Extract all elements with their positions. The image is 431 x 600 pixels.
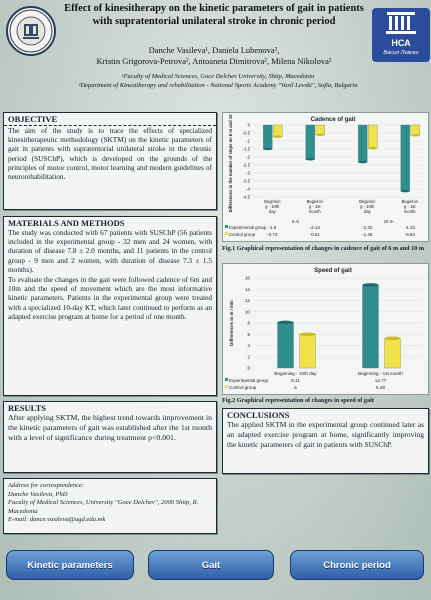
legend-swatch [225, 378, 228, 381]
poster-title: Effect of kinesitherapy on the kinetic parameters of gait in patients with supratentorial unilateral stroke in chronic period [64, 3, 364, 27]
speed-chart-panel [222, 263, 429, 395]
x-category-label: Beginnin g - 1st month [306, 199, 323, 214]
legend-label: Experimental group [229, 225, 267, 230]
bar [401, 125, 410, 191]
y-tick-label: 8 [247, 320, 250, 326]
objective-section [3, 112, 217, 210]
bar-cap [306, 158, 315, 161]
correspondence-line-2: Danche Vasileva, PhD [8, 490, 68, 498]
y-axis-label: Differences in m / min [229, 300, 234, 346]
correspondence-line-1: Address for correspondence: [8, 482, 85, 489]
group-label: 10 m [383, 219, 394, 224]
bar-cap [273, 135, 282, 138]
results-text: After applying SKTM, the highest trend towards improvement in the kinetic parameters of gait was established after the 1st month with a level of significance during treatment p<0.001. [8, 413, 212, 442]
cadence-chart [223, 113, 430, 243]
speed-chart [223, 264, 430, 396]
x-category-label: Beginnin g - 10th day [264, 199, 281, 214]
data-label: 6 [294, 385, 297, 390]
legend-label: Experimental group [229, 378, 269, 383]
results-heading: RESULTS [8, 403, 46, 413]
data-label: -1.45 [362, 232, 373, 237]
bar-cap [300, 332, 316, 336]
y-tick-label: 2 [247, 354, 250, 360]
affiliation-1: ¹Faculty of Medical Sciences, Goce Delchev University, Shtip, Macedonia [121, 73, 315, 80]
x-category-label: Beginnin g - 10th day [359, 199, 376, 214]
keyword-kinetic-parameters: Kinetic parameters [6, 550, 134, 580]
y-axis-label: Differences in the number of steps on 6 m and 10 m [228, 113, 233, 213]
bar [273, 125, 282, 137]
keyword-gait: Gait [148, 550, 274, 580]
bar-cap [385, 337, 401, 341]
x-category-label: Beginning - 10th day [274, 371, 317, 376]
university-seal-logo [6, 6, 56, 56]
cadence-chart-panel [222, 112, 429, 242]
authors-line-1: Danche Vasileva¹, Daniela Lubenova², [148, 45, 280, 55]
legend-swatch [225, 232, 228, 235]
data-label: -2.14 [309, 225, 320, 230]
figure-2-caption: Fig.2 Graphical representation of changes in speed of gait [222, 397, 374, 404]
y-tick-label: 0 [247, 365, 250, 371]
y-tick-label: -4.5 [242, 194, 250, 200]
conclusions-heading: CONCLUSIONS [227, 410, 290, 420]
bar [358, 125, 367, 162]
conclusions-text: The applied SKTM in the experimental group continued later as an adapted exercise program at home, significantly improving the kinetic parameters of gait in patients with SUSChP. [227, 420, 424, 449]
bar-cap [358, 161, 367, 164]
authors-line-2: Kristin Grigorova-Petrova², Antoaneta Dimitrova², Milena Nikolova² [96, 56, 332, 66]
chart-title: Cadence of gait [310, 117, 356, 123]
chart-title: Speed of gait [314, 268, 352, 274]
bar-cap [368, 147, 377, 150]
y-tick-label: -3.5 [242, 178, 250, 184]
bar [263, 125, 272, 149]
bar [306, 125, 315, 159]
bar [316, 125, 325, 135]
data-label: 8.11 [291, 378, 300, 383]
y-tick-label: 4 [247, 343, 250, 348]
objective-heading: OBJECTIVE [8, 114, 58, 124]
figure-1-caption: Fig.1 Graphical representation of changes in cadence of gait of 6 m and 10 m [222, 245, 425, 252]
bar-cap [316, 133, 325, 136]
data-label: -0.73 [267, 232, 278, 237]
y-tick-label: -4 [246, 186, 250, 192]
materials-text-1: The study was conducted with 67 patients with SUSChP (56 patients included in the experimental group - 32 men and 24 women, with duration of disease 7.8 ± 2.0 months, and 11 patients in the control group - 9 men and 2 women, with duration of disease 7.3 ± 1.5 months). [8, 228, 212, 274]
legend-swatch [225, 385, 228, 388]
correspondence-section [3, 478, 217, 534]
y-tick-label: 10 [244, 309, 250, 315]
group-label: 6 m [291, 219, 300, 224]
y-tick-label: -0.5 [242, 130, 250, 136]
affiliation-2: ²Department of Kinesitherapy and rehabilitation - National Sports Academy "Vasil Levski", Sofia, Bulgaria [78, 82, 358, 89]
bar [385, 338, 401, 368]
y-tick-label: -1.5 [242, 146, 250, 152]
data-label: 5.28 [376, 385, 385, 390]
legend-swatch [225, 225, 228, 228]
correspondence-line-3: Faculty of Medical Sciences, University "Goce Delchev", 2000 Shtip, R. Macedonia [8, 499, 199, 515]
materials-text-2: To evaluate the changes in the gait were followed cadence of 6m and 10m and the speed of movement which are the most informative kinetic parameters. Patients in the experimental group were treated with a specialized 10-day KT, which later continued to perform as an adapted exercise program at home for a period of one month. [8, 275, 212, 321]
bar-cap [411, 134, 420, 137]
y-tick-label: -1 [246, 138, 250, 144]
x-category-label: Beginning - 1st month [358, 371, 403, 376]
bar-cap [363, 283, 379, 287]
data-label: -0.61 [309, 232, 320, 237]
data-label: -4.13 [404, 225, 415, 230]
data-label: -1.5 [268, 225, 277, 230]
data-label: -0.64 [404, 232, 415, 237]
y-tick-label: 14 [244, 286, 250, 292]
y-tick-label: 12 [244, 298, 250, 303]
nsa-logo-text: НСА [391, 38, 411, 48]
bar-cap [401, 190, 410, 193]
bar [300, 334, 316, 368]
data-label: 14.77 [374, 378, 387, 383]
y-tick-label: 16 [244, 275, 250, 281]
results-section [3, 401, 217, 473]
affiliations [8, 72, 428, 90]
conclusions-section [222, 408, 429, 474]
materials-heading: MATERIALS AND METHODS [8, 218, 125, 228]
y-tick-label: -3 [246, 170, 250, 176]
bar [411, 125, 420, 135]
legend-label: Control group [229, 232, 256, 237]
correspondence-text [4, 479, 216, 525]
y-tick-label: -2 [246, 154, 250, 160]
nsa-logo [372, 8, 430, 62]
bar [368, 125, 377, 148]
bar [278, 322, 294, 368]
keyword-chronic-period: Chronic period [290, 550, 424, 580]
y-tick-label: 6 [247, 331, 250, 337]
bar [363, 285, 379, 368]
bar-cap [263, 148, 272, 151]
authors [58, 45, 370, 67]
x-category-label: Beginnin g - 1st month [401, 199, 418, 214]
legend-label: Control group [229, 385, 257, 390]
data-label: -2.32 [362, 225, 373, 230]
bar-cap [278, 321, 294, 325]
y-tick-label: 0 [247, 122, 250, 128]
materials-section [3, 216, 217, 396]
y-tick-label: -2.5 [242, 162, 250, 168]
nsa-logo-subtext: Васил Левски [383, 50, 419, 56]
objective-text: The aim of the study is to trace the effects of specialized kinesitherapeutic methodology (SKTM) on the kinetic parameters of gait in patients with supratentorial unilateral stroke in the chronic period (SUSChP), which is developed on the grounds of the principles of motor control, motor learning and modern guidelines of neurorehabilitation. [8, 126, 212, 182]
correspondence-line-4: E-mail: dance.vasileva@ugd.edu.mk [8, 516, 106, 524]
